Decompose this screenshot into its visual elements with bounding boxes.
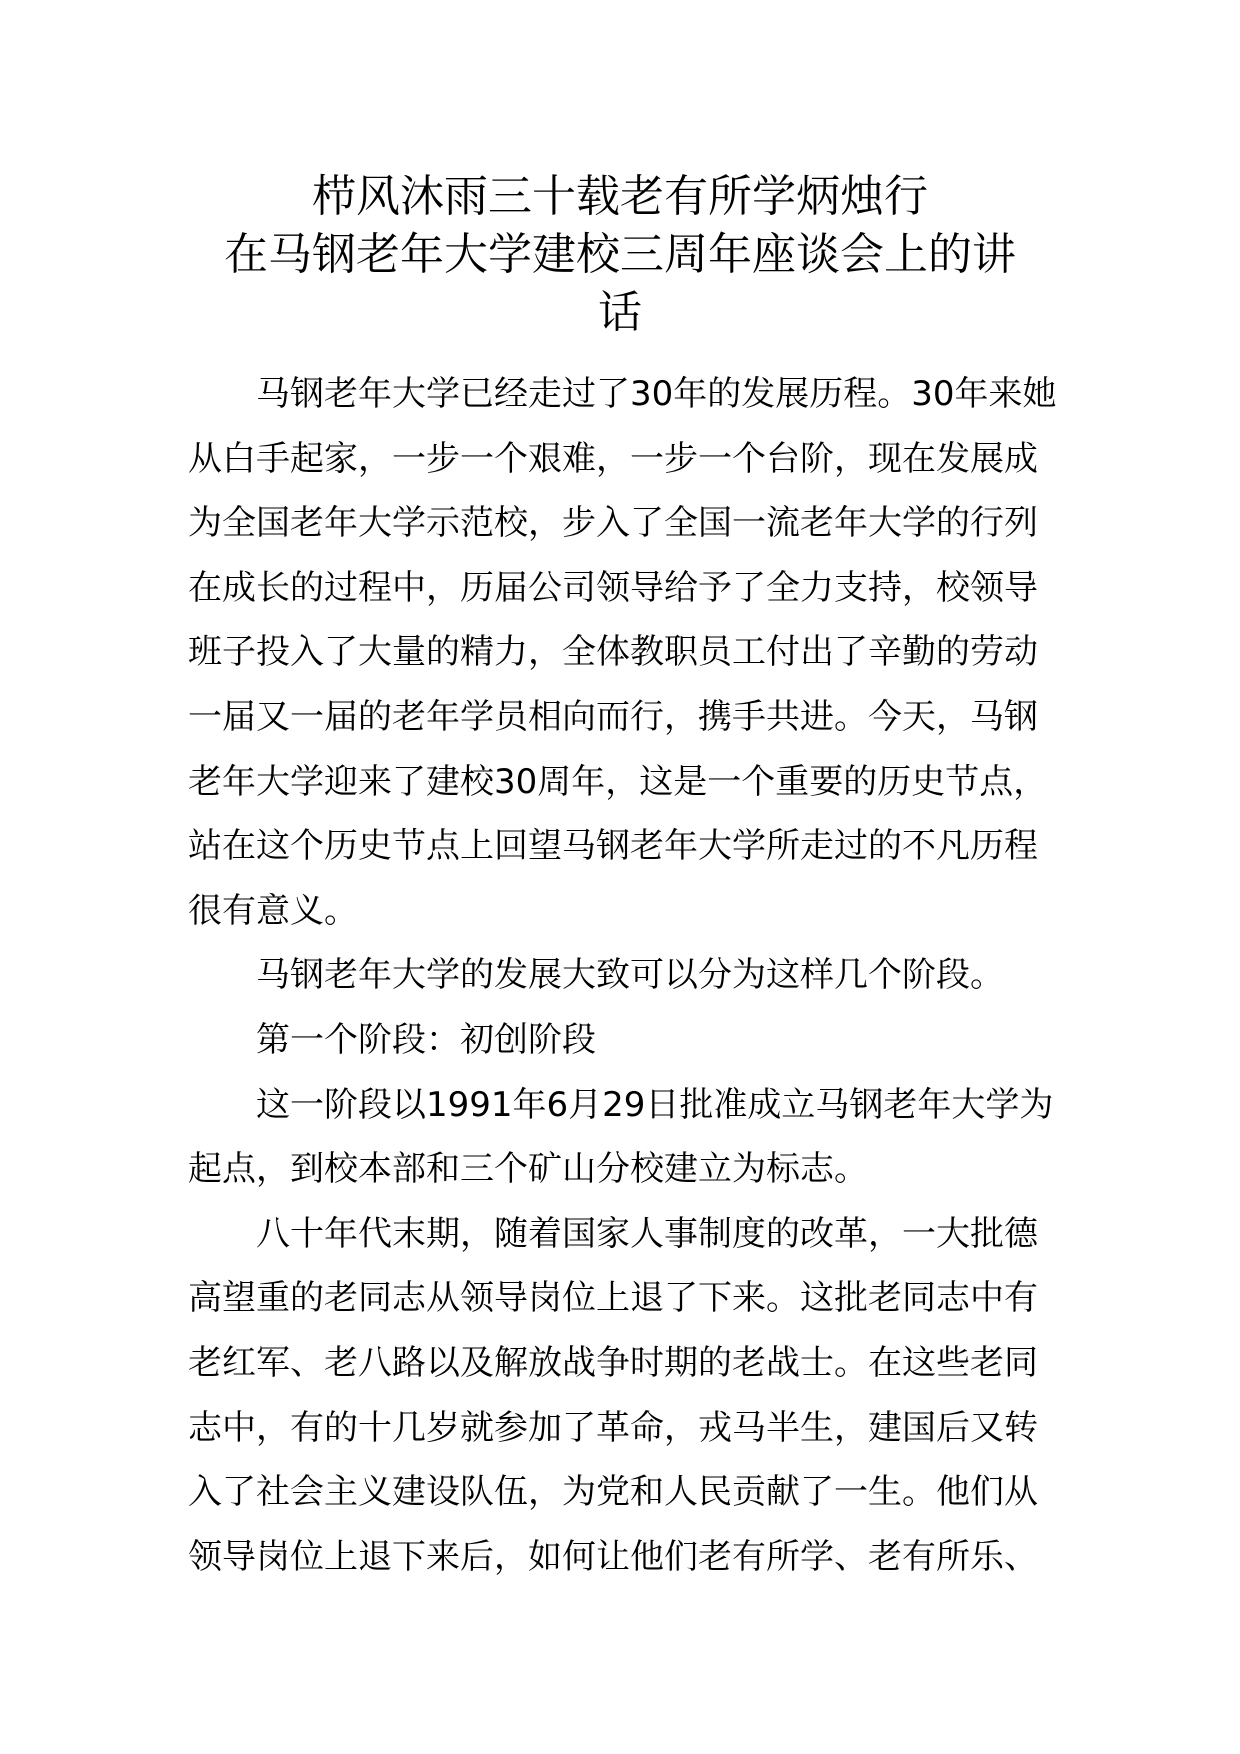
body-line: 高望重的老同志从领导岗位上退了下来。这批老同志中有 bbox=[188, 1278, 1038, 1319]
body-line: 班子投入了大量的精力，全体教职员工付出了辛勤的劳动 bbox=[188, 632, 1038, 673]
body-line: 老年大学迎来了建校30周年，这是一个重要的历史节点， bbox=[188, 761, 1048, 802]
body-line: 为全国老年大学示范校，步入了全国一流老年大学的行列 bbox=[188, 503, 1038, 544]
body-line: 站在这个历史节点上回望马钢老年大学所走过的不凡历程 bbox=[188, 826, 1038, 867]
body-line: 起点，到校本部和三个矿山分校建立为标志。 bbox=[188, 1149, 868, 1190]
document-title bbox=[150, 168, 1090, 342]
body-line: 这一阶段以1991年6月29日批准成立马钢老年大学为 bbox=[256, 1084, 1054, 1125]
body-line: 老红军、老八路以及解放战争时期的老战士。在这些老同 bbox=[188, 1342, 1038, 1383]
body-line: 在成长的过程中，历届公司领导给予了全力支持，校领导 bbox=[188, 567, 1038, 608]
body-line: 很有意义。 bbox=[188, 890, 358, 931]
body-line: 一届又一届的老年学员相向而行，携手共进。今天，马钢 bbox=[188, 696, 1038, 737]
title-line-3: 话 bbox=[598, 287, 642, 338]
body-line: 志中，有的十几岁就参加了革命，戎马半生，建国后又转 bbox=[188, 1407, 1038, 1448]
section-heading: 第一个阶段：初创阶段 bbox=[256, 1019, 596, 1060]
body-line: 八十年代末期，随着国家人事制度的改革，一大批德 bbox=[256, 1213, 1038, 1254]
title-line-2: 在马钢老年大学建校三周年座谈会上的讲 bbox=[224, 229, 1016, 280]
body-line: 从白手起家，一步一个艰难，一步一个台阶，现在发展成 bbox=[188, 438, 1038, 479]
body-line: 领导岗位上退下来后，如何让他们老有所学、老有所乐、 bbox=[188, 1536, 1038, 1577]
body-line: 马钢老年大学的发展大致可以分为这样几个阶段。 bbox=[256, 955, 1004, 996]
body-line: 入了社会主义建设队伍，为党和人民贡献了一生。他们从 bbox=[188, 1472, 1038, 1513]
body-line: 马钢老年大学已经走过了30年的发展历程。30年来她 bbox=[256, 374, 1057, 414]
title-line-1: 栉风沐雨三十载老有所学炳烛行 bbox=[312, 171, 928, 222]
document-body bbox=[188, 362, 1058, 1589]
